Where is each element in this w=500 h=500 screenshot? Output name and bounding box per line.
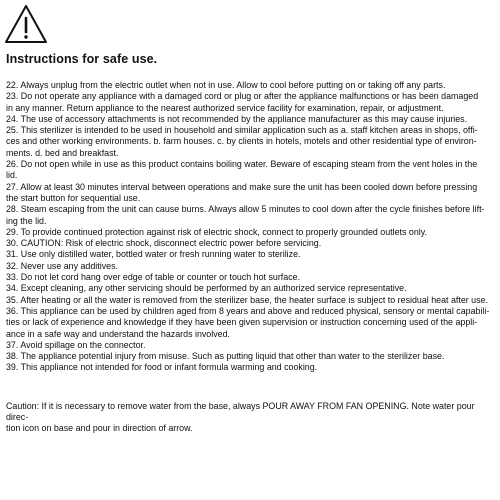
- instruction-item: 35. After heating or all the water is removed from the sterilizer base, the heater surface is subject to residual heat after use.: [6, 294, 488, 305]
- instruction-item: 29. To provide continued protection against risk of electric shock, connect to properly grounded outlets only.: [6, 226, 427, 237]
- instruction-item: 36. This appliance can be used by children aged from 8 years and above and reduced physical, sensory or mental capabili- ties or lack of experience and knowledge if they have been given supervision or instruction concerning used of the appli- ance in a safe way and understand the hazards involved.: [6, 305, 490, 339]
- instruction-item: 34. Except cleaning, any other servicing should be performed by an authorized service representative.: [6, 283, 407, 294]
- warning-triangle-icon: [4, 4, 48, 44]
- instruction-item: 37. Avoid spillage on the connector.: [6, 339, 146, 350]
- instruction-item: 28. Steam escaping from the unit can cause burns. Always allow 5 minutes to cool down after the cycle finishes before lift- ing the lid.: [6, 204, 485, 226]
- instruction-item: 38. The appliance potential injury from misuse. Such as putting liquid that other than water to the sterilizer base.: [6, 351, 445, 362]
- instruction-item: 22. Always unplug from the electric outlet when not in use. Allow to cool before putting on or taking off any parts.: [6, 80, 446, 90]
- instruction-item: 26. Do not open while in use as this product contains boiling water. Beware of escaping steam from the vent holes in the lid.: [6, 159, 478, 181]
- instruction-item: 24. The use of accessory attachments is not recommended by the appliance manufacturer as this may cause injuries.: [6, 113, 468, 124]
- page-title: Instructions for safe use.: [6, 52, 158, 66]
- instruction-item: 32. Never use any additives.: [6, 260, 118, 271]
- instruction-item: 23. Do not operate any appliance with a damaged cord or plug or after the appliance malfunctions or has been damaged in any manner. Return appliance to the nearest authorized service facility for examination, repair, or adjustment.: [6, 91, 479, 113]
- instruction-item: 33. Do not let cord hang over edge of table or counter or touch hot surface.: [6, 272, 301, 283]
- instruction-item: 31. Use only distilled water, bottled water or fresh running water to sterilize.: [6, 249, 301, 260]
- instructions-list: [6, 80, 496, 374]
- instruction-item: 25. This sterilizer is intended to be used in household and similar application such as a. staff kitchen areas in shops, offi- ces and other working environments. b. farm houses. c. by clients in hotels, motels and other residential type of environ- ments. d. bed and breakfast.: [6, 125, 478, 158]
- instruction-item: 27. Allow at least 30 minutes interval between operations and make sure the unit has been cooled down before pressing the start button for sequential use.: [6, 181, 478, 203]
- caution-note: Caution: If it is necessary to remove water from the base, always POUR AWAY FROM FAN OPENING. Note water pour direc- tion icon on base and pour in direction of arrow.: [6, 400, 475, 434]
- instruction-item: 30. CAUTION: Risk of electric shock, disconnect electric power before servicing.: [6, 238, 322, 249]
- instruction-item: 39. This appliance not intended for food or infant formula warming and cooking.: [6, 362, 318, 373]
